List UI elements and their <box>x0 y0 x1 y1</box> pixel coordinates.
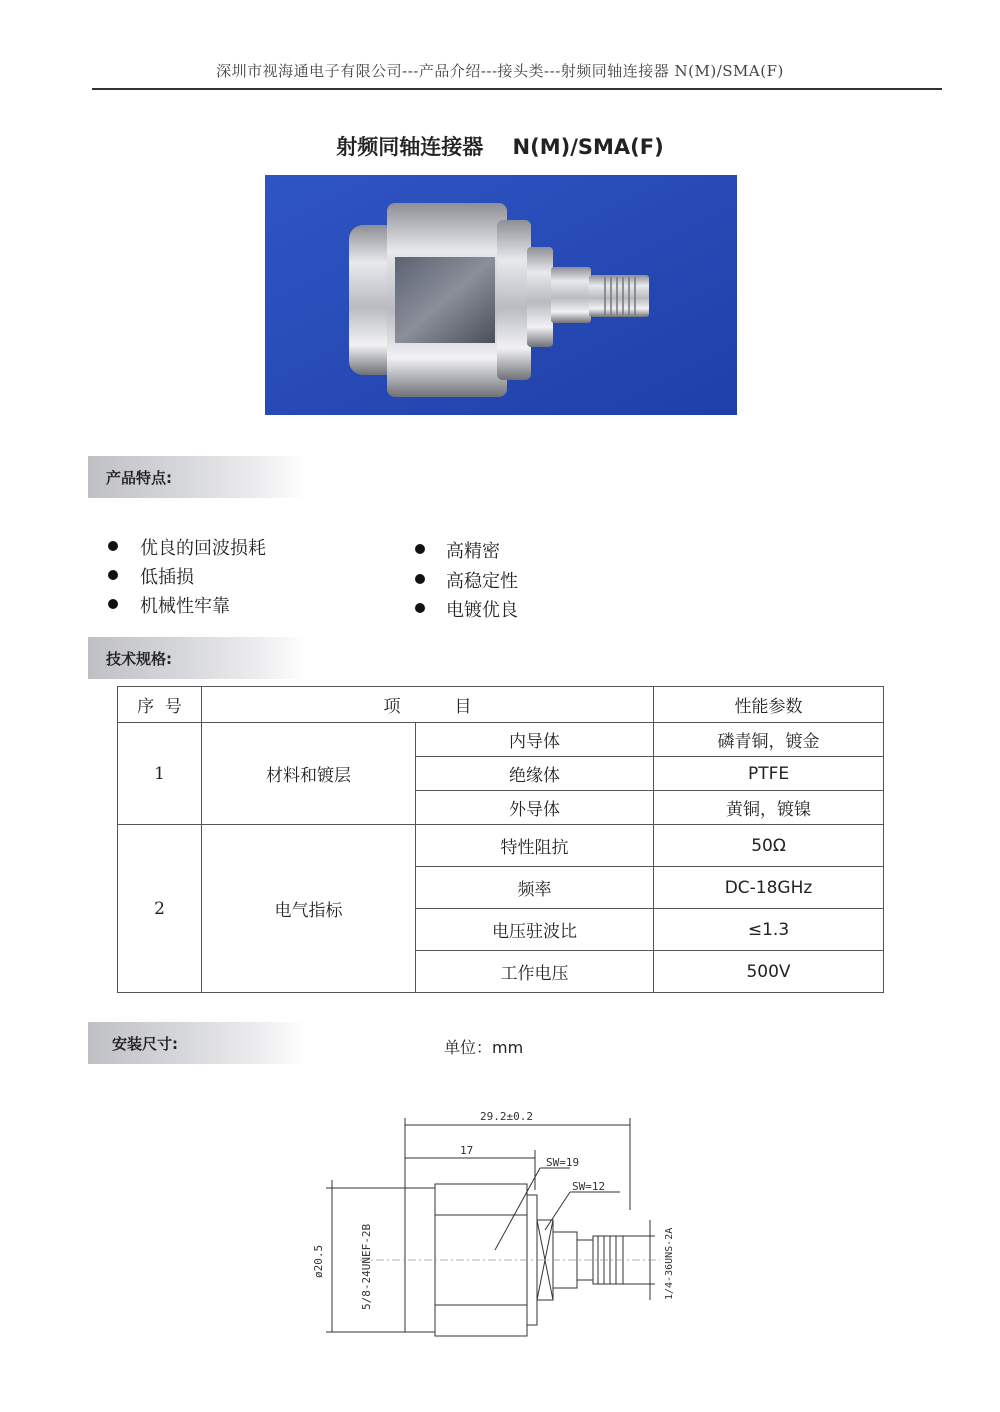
bullet-icon <box>108 570 118 580</box>
item-cell: 内导体 <box>416 723 654 757</box>
section-specs-label: 技术规格: <box>106 650 172 668</box>
group-name: 材料和镀层 <box>202 723 416 825</box>
dim-length-17: 17 <box>460 1144 474 1157</box>
feature-item: 高精密 <box>446 541 500 562</box>
header-item: 项 目 <box>202 687 654 723</box>
section-install-tab <box>88 1022 306 1064</box>
item-cell: 工作电压 <box>416 951 654 993</box>
group-name: 电气指标 <box>202 825 416 993</box>
group-number: 2 <box>118 825 202 993</box>
header-rule <box>92 88 942 90</box>
bullet-icon <box>108 541 118 551</box>
feature-item: 低插损 <box>140 567 194 588</box>
table-row <box>118 825 884 867</box>
value-cell: ≤1.3 <box>654 909 884 951</box>
feature-item: 优良的回波损耗 <box>140 538 266 559</box>
item-cell: 电压驻波比 <box>416 909 654 951</box>
table-header-row <box>118 687 884 723</box>
spec-table <box>117 686 884 993</box>
bullet-icon <box>415 544 425 554</box>
value-cell: 黄铜，镀镍 <box>654 791 884 825</box>
product-title: 射频同轴连接器 N(M)/SMA(F) <box>336 135 664 159</box>
product-photo <box>265 175 737 415</box>
bullet-icon <box>415 574 425 584</box>
item-cell: 频率 <box>416 867 654 909</box>
dim-sw-12: SW=12 <box>572 1180 606 1193</box>
value-cell: 500V <box>654 951 884 993</box>
unit-label: 单位：mm <box>444 1038 524 1057</box>
section-features-tab <box>88 456 306 498</box>
bullet-icon <box>108 599 118 609</box>
feature-item: 高稳定性 <box>446 571 518 592</box>
dim-sw-19: SW=19 <box>546 1156 580 1169</box>
bullet-icon <box>415 603 425 613</box>
dim-thread-n: 5/8-24UNEF-2B <box>360 1223 373 1310</box>
table-row <box>118 723 884 757</box>
page-header: 深圳市视海通电子有限公司---产品介绍---接头类---射频同轴连接器 N(M)/SMA(F) <box>216 62 784 80</box>
section-specs-tab <box>88 637 306 679</box>
section-install-label: 安装尺寸: <box>112 1035 178 1053</box>
dim-overall-length: 29.2±0.2 <box>480 1110 533 1123</box>
dimension-drawing <box>300 1100 700 1350</box>
value-cell: PTFE <box>654 757 884 791</box>
item-cell: 绝缘体 <box>416 757 654 791</box>
section-features-label: 产品特点: <box>106 469 172 487</box>
item-cell: 外导体 <box>416 791 654 825</box>
value-cell: 磷青铜，镀金 <box>654 723 884 757</box>
feature-item: 电镀优良 <box>446 600 518 621</box>
item-cell: 特性阻抗 <box>416 825 654 867</box>
header-seq: 序 号 <box>118 687 202 723</box>
dim-diameter: ø20.5 <box>312 1244 325 1278</box>
group-number: 1 <box>118 723 202 825</box>
value-cell: 50Ω <box>654 825 884 867</box>
dim-thread-sma: 1/4-36UNS-2A <box>664 1227 675 1300</box>
header-value: 性能参数 <box>654 687 884 723</box>
feature-item: 机械性牢靠 <box>140 596 230 617</box>
value-cell: DC-18GHz <box>654 867 884 909</box>
